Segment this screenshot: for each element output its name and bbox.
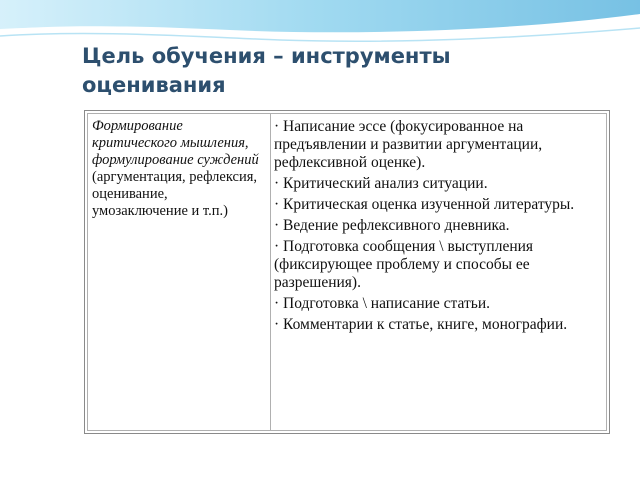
tool-item-situation-analysis: · Критический анализ ситуации. bbox=[274, 175, 488, 192]
tool-item-commentary: · Комментарии к статье, книге, монографии. bbox=[274, 316, 568, 333]
tool-item-literature-review: · Критическая оценка изученной литературы. bbox=[274, 196, 575, 213]
assessment-table bbox=[84, 110, 610, 434]
slide-title bbox=[82, 42, 622, 100]
tool-item-article: · Подготовка \ написание статьи. bbox=[274, 295, 490, 312]
tools-cell bbox=[271, 113, 607, 431]
tool-item-reflective-diary: · Ведение рефлексивного дневника. bbox=[274, 217, 510, 234]
goal-cell-regular-text: (аргументация, рефлексия, оценивание, умозаключение и т.п.) bbox=[92, 169, 258, 219]
goal-cell-italic-text: Формирование критического мышления, формулирование суждений bbox=[92, 118, 259, 168]
slide-title-line-1: Цель обучения – инструменты bbox=[82, 44, 451, 68]
tool-item-essay: · Написание эссе (фокусированное на предъявлении и развитии аргументации, рефлексивной оценке). bbox=[274, 118, 543, 171]
goal-cell bbox=[87, 113, 271, 431]
slide-title-line-2: оценивания bbox=[82, 73, 226, 97]
tool-item-presentation: · Подготовка сообщения \ выступления (фиксирующее проблему и способы ее разрешения). bbox=[274, 238, 534, 291]
